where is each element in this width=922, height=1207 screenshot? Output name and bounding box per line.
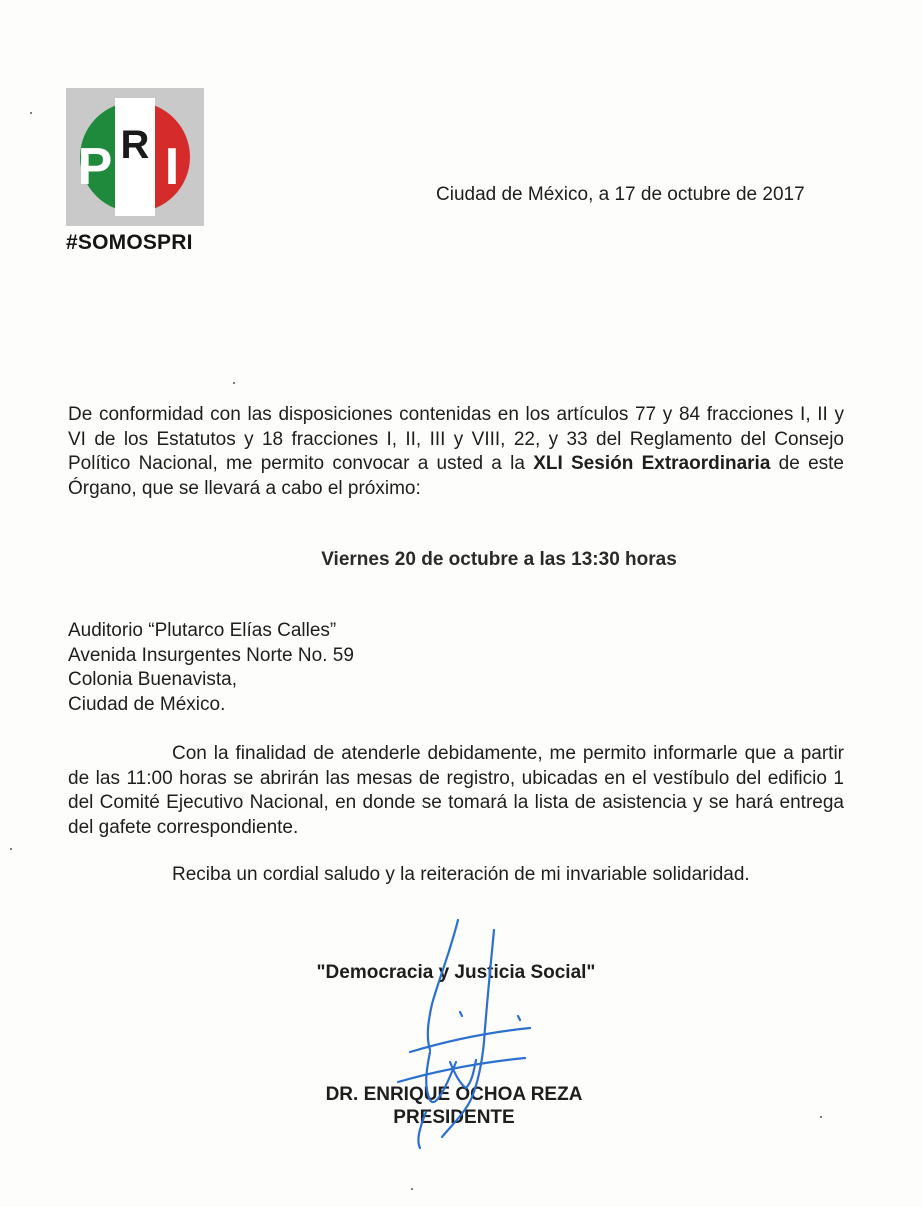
scan-speck <box>30 112 32 114</box>
logo-letter-i: I <box>164 138 180 196</box>
signer-title: PRESIDENTE <box>393 1107 515 1128</box>
address-line-street: Avenida Insurgentes Norte No. 59 <box>68 644 354 666</box>
date-line: Ciudad de México, a 17 de octubre de 2017 <box>436 184 805 205</box>
signer-name: DR. ENRIQUE OCHOA REZA <box>325 1084 583 1105</box>
address-block <box>68 619 354 717</box>
address-line-colonia: Colonia Buenavista, <box>68 669 237 690</box>
registration-paragraph: Con la finalidad de atenderle debidamente, me permito informarle que a partir de las 11:00 horas se abrirán las mesas de registro, ubicadas en el vestíbulo del edificio 1 del Comité Ejecutivo Nacional, en donde se tomará la lista de asistencia y se hará entrega del gafete correspondiente. <box>68 743 844 838</box>
scan-speck <box>411 1188 413 1190</box>
logo-letter-r: R <box>120 123 150 167</box>
motto: "Democracia y Justicia Social" <box>316 962 596 983</box>
scan-speck <box>10 848 12 850</box>
pri-logo <box>66 88 204 226</box>
intro-text-c: de este Órgano, que se llevará a cabo el próximo: <box>68 453 844 499</box>
session-name: XLI Sesión Extraordinaria <box>533 453 771 474</box>
closing-line: Reciba un cordial saludo y la reiteración de mi invariable solidaridad. <box>172 864 750 885</box>
scan-speck <box>820 1116 822 1118</box>
logo-letter-p: P <box>77 138 113 196</box>
scan-speck <box>233 382 235 384</box>
address-line-city: Ciudad de México. <box>68 693 226 715</box>
hashtag: #SOMOSPRI <box>66 231 193 254</box>
intro-text-a: De conformidad con las disposiciones contenidas en los artículos 77 y 84 fracciones I, II y VI de los Estatutos y 18 fracciones I, II, III y VIII, 22, y 33 del Reglamento del Consejo Político Nacional, me permito convocar a usted a la <box>68 404 844 474</box>
event-datetime: Viernes 20 de octubre a las 13:30 horas <box>321 549 677 570</box>
intro-paragraph <box>68 403 844 501</box>
address-line-venue: Auditorio “Plutarco Elías Calles” <box>68 620 337 641</box>
